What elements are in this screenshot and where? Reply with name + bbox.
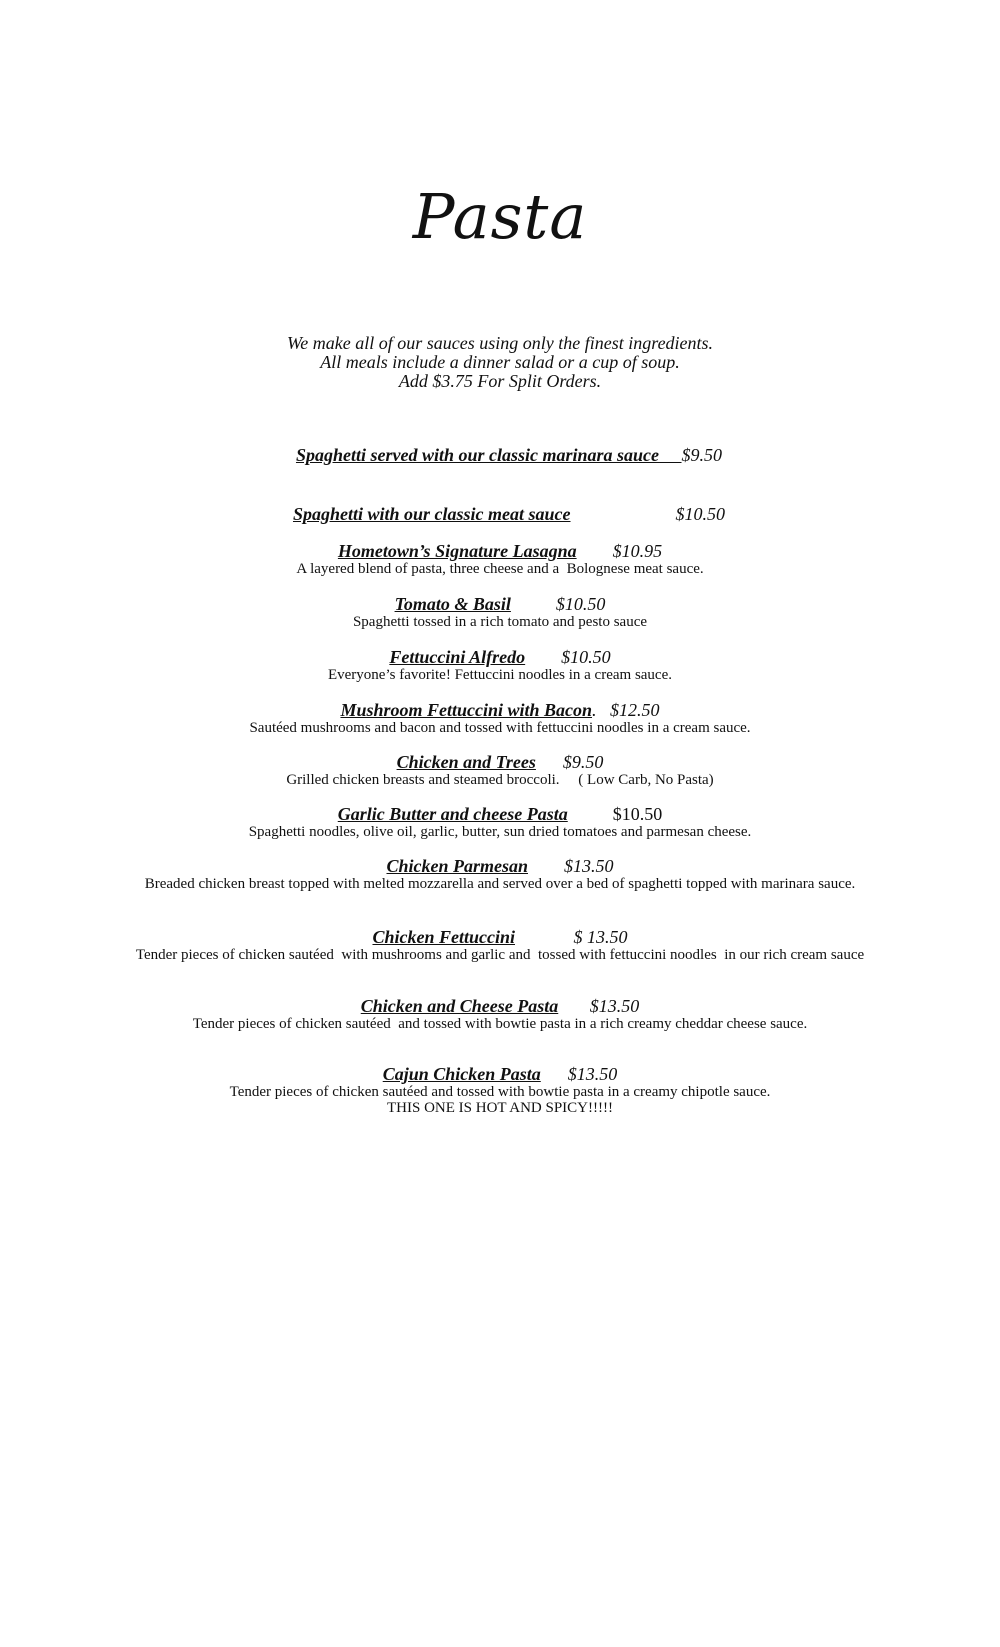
item-description: Breaded chicken breast topped with melted mozzarella and served over a bed of spaghetti topped with marinara sauce. <box>144 876 856 892</box>
item-description-note: THIS ONE IS HOT AND SPICY!!!!! <box>387 1100 613 1116</box>
item-price: $13.50 <box>564 856 614 876</box>
item-description: Grilled chicken breasts and steamed broccoli. ( Low Carb, No Pasta) <box>286 772 714 788</box>
intro-line: All meals include a dinner salad or a cup of soup. <box>320 352 680 372</box>
intro-text <box>0 334 1000 391</box>
menu-item <box>0 857 1000 892</box>
item-description: Tender pieces of chicken sautéed with mushrooms and garlic and tossed with fettuccini noodles in our rich cream sauce <box>135 947 865 963</box>
item-price: $10.95 <box>612 541 663 561</box>
menu-item <box>0 595 1000 630</box>
menu-item <box>0 753 1000 788</box>
item-price: $9.50 <box>562 752 604 772</box>
item-name: Chicken Parmesan <box>386 856 528 876</box>
item-price: $10.50 <box>555 594 606 614</box>
item-description: Spaghetti tossed in a rich tomato and pesto sauce <box>352 614 648 630</box>
item-name: Chicken and Trees <box>396 752 536 772</box>
menu-item <box>0 483 1000 546</box>
menu-item <box>0 1065 1000 1116</box>
menu-item <box>0 424 1000 487</box>
menu-item <box>0 542 1000 577</box>
item-description: Sautéed mushrooms and bacon and tossed with fettuccini noodles in a cream sauce. <box>249 720 751 736</box>
item-price: $10.50 <box>675 504 726 524</box>
item-price: $10.50 <box>612 804 663 824</box>
menu-item <box>0 928 1000 963</box>
intro-line: Add $3.75 For Split Orders. <box>398 371 602 391</box>
page-title: Pasta <box>412 180 588 253</box>
item-name: Chicken Fettuccini <box>372 927 515 947</box>
item-description: Everyone’s favorite! Fettuccini noodles in a cream sauce. <box>327 667 673 683</box>
item-name: Cajun Chicken Pasta <box>382 1064 541 1084</box>
item-name: Spaghetti served with our classic marinara sauce <box>295 445 660 465</box>
menu-item <box>0 648 1000 683</box>
item-name: Fettuccini Alfredo <box>389 647 526 667</box>
menu-item <box>0 805 1000 840</box>
item-description: Tender pieces of chicken sautéed and tossed with bowtie pasta in a creamy chipotle sauce. <box>229 1084 771 1100</box>
item-name: Mushroom Fettuccini with Bacon <box>340 700 593 720</box>
item-description: Tender pieces of chicken sautéed and tossed with bowtie pasta in a rich creamy cheddar cheese sauce. <box>192 1016 808 1032</box>
item-description: A layered blend of pasta, three cheese and a Bolognese meat sauce. <box>296 561 704 577</box>
item-description: Spaghetti noodles, olive oil, garlic, butter, sun dried tomatoes and parmesan cheese. <box>248 824 752 840</box>
item-price: $13.50 <box>589 996 640 1016</box>
menu-item: Mushroom Fettuccini with Bacon. $12.50 Sautéed mushrooms and bacon and tossed with fettuccini noodles in a cream sauce. <box>0 701 1000 736</box>
menu-item <box>0 997 1000 1032</box>
item-price: $ 13.50 <box>573 927 628 947</box>
item-name: Tomato & Basil <box>394 594 511 614</box>
item-name: Garlic Butter and cheese Pasta <box>337 804 568 824</box>
item-price: $12.50 <box>610 700 660 720</box>
intro-line: We make all of our sauces using only the finest ingredients. <box>286 333 714 353</box>
item-name: Chicken and Cheese Pasta <box>360 996 559 1016</box>
item-name: Spaghetti with our classic meat sauce <box>292 504 571 524</box>
item-name: Hometown’s Signature Lasagna <box>337 541 577 561</box>
item-price: $10.50 <box>561 647 611 667</box>
item-price: $9.50 <box>681 445 723 465</box>
item-price: $13.50 <box>567 1064 618 1084</box>
